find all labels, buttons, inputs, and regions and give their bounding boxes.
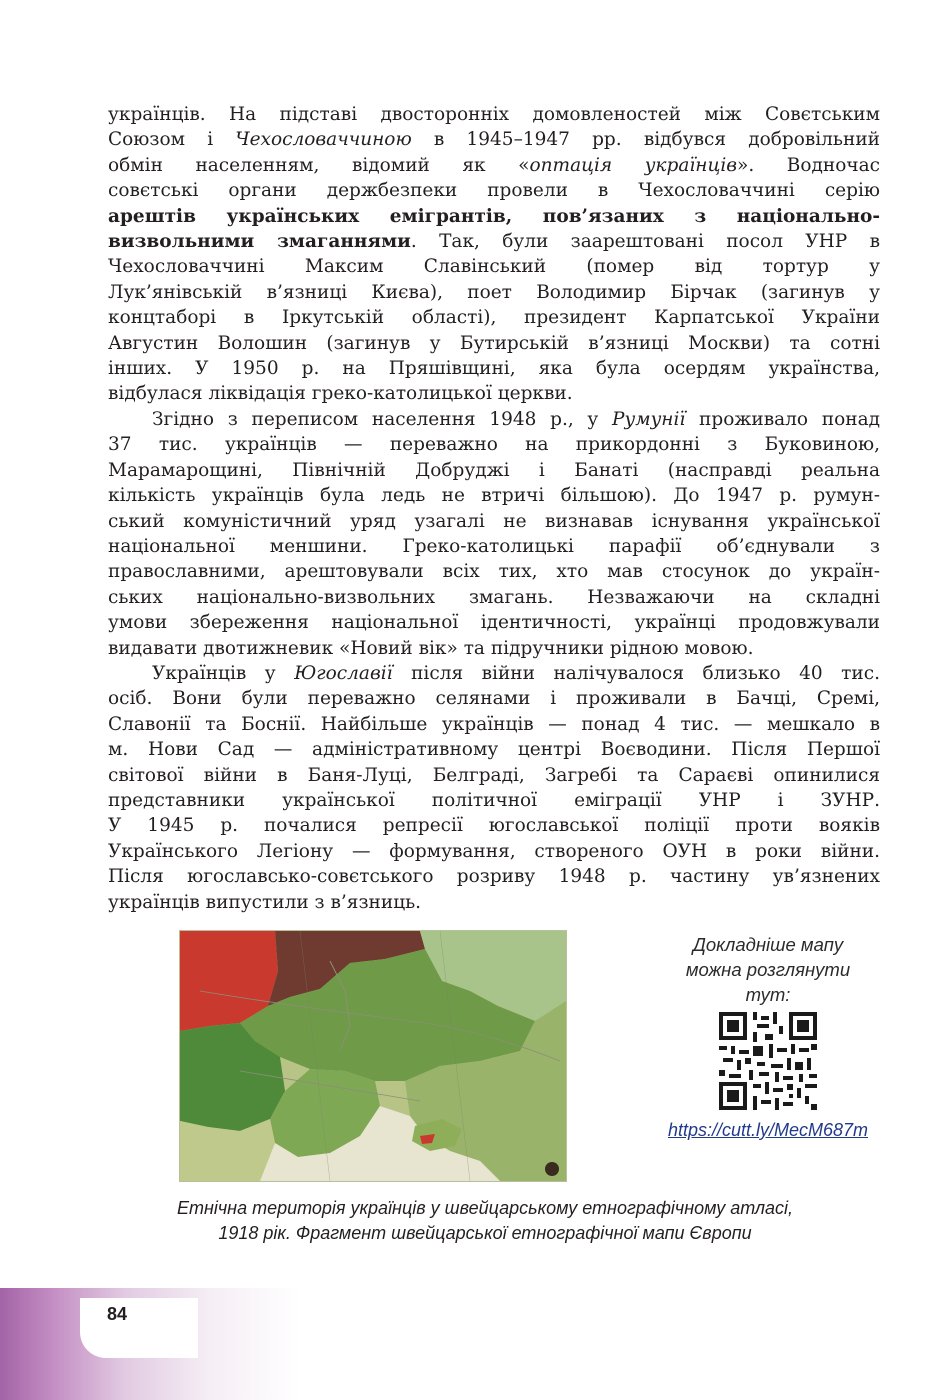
map-link[interactable]: https://cutt.ly/MecM687m bbox=[667, 1120, 869, 1140]
p1-line: Августин Волошин (загинув у Бутирській в’язниці Москви) та сотні bbox=[108, 332, 880, 354]
p2-line: ський комуністичний уряд узагалі не визнавав існування української bbox=[108, 510, 880, 532]
sidenote-line: Докладніше мапу bbox=[692, 934, 844, 955]
p3-line: світової війни в Баня-Луці, Белграді, Загребі та Сараєві опинилися bbox=[108, 764, 880, 786]
main-text bbox=[108, 102, 880, 915]
qr-sidenote bbox=[640, 932, 896, 1007]
sidenote-line: тут: bbox=[745, 984, 791, 1005]
qr-code-icon[interactable] bbox=[719, 1012, 817, 1110]
p2-line: ських національно-визвольних змагань. Незважаючи на складні bbox=[108, 586, 880, 608]
sidenote-line: можна розглянути bbox=[685, 959, 851, 980]
p2-line: Марамарощині, Північній Добруджі і Банаті (насправді реальна bbox=[108, 459, 880, 481]
p3-line: українців випустили з в’язниць. bbox=[108, 891, 422, 913]
p3-line: Після югославсько-совєтського розриву 1948 р. частину ув’язнених bbox=[108, 866, 880, 888]
figure-caption bbox=[120, 1196, 850, 1246]
p1-bold-line: арештів українських емігрантів, пов’язаних з національно- bbox=[108, 205, 880, 227]
p2-line: 37 тис. українців — переважно на прикордонні з Буковиною, bbox=[108, 434, 880, 456]
page-number: 84 bbox=[107, 1304, 128, 1324]
paragraph-1 bbox=[108, 102, 880, 407]
yugoslavia-term: Югославії bbox=[294, 662, 393, 684]
p1-line: совєтські органи держбезпеки провели в Чехословаччині серію bbox=[108, 180, 880, 202]
p1-line: українців. На підставі двосторонніх домовленостей між Совєтським bbox=[108, 104, 880, 125]
p3-line: Українців у Югославії після війни налічувалося близько 40 тис. bbox=[152, 662, 880, 684]
paragraph-3 bbox=[108, 661, 880, 915]
p3-line: м. Нови Сад — адміністративному центрі Воєводини. Після Першої bbox=[108, 739, 880, 761]
p2-line: національної меншини. Греко-католицькі парафії об’єднували з bbox=[108, 535, 880, 557]
p2-line: Згідно з переписом населення 1948 р., у Румунії проживало понад bbox=[152, 408, 880, 430]
p3-line: У 1945 р. почалися репресії югославської поліції проти вояків bbox=[108, 815, 880, 837]
p3-line: осіб. Вони були переважно селянами і проживали в Бачці, Сремі, bbox=[108, 688, 880, 710]
p1-line: Союзом і Чехословаччиною в 1945–1947 рр. відбувся добровільний bbox=[108, 129, 880, 151]
qr-code-graphic bbox=[719, 1012, 817, 1110]
p3-line: Славонії та Боснії. Найбільше українців — понад 4 тис. — мешкало в bbox=[108, 713, 880, 735]
romania-term: Румунії bbox=[612, 408, 686, 430]
p1-line: концтаборі в Іркутській області), президент Карпатської України bbox=[108, 307, 880, 329]
p1-line: відбулася ліквідація греко-католицької церкви. bbox=[108, 383, 573, 405]
p2-line: видавати двотижневик «Новий вік» та підручники рідною мовою. bbox=[108, 637, 754, 659]
p1-line: визвольними змаганнями. Так, були заарештовані посол УНР в bbox=[108, 231, 880, 253]
p3-line: представники української політичної еміграції УНР і ЗУНР. bbox=[108, 789, 880, 811]
p1-line: інших. У 1950 р. на Пряшівщині, яка була осердям українства, bbox=[108, 358, 880, 380]
p1-line: обмін населенням, відомий як «оптація українців». Водночас bbox=[108, 154, 880, 176]
map-illustration bbox=[180, 931, 566, 1181]
paragraph-2 bbox=[108, 407, 880, 661]
p2-line: кількість українців була ледь не втричі більшою). До 1947 р. румун- bbox=[108, 485, 880, 507]
p1-line: Чехословаччині Максим Славінський (помер від тортур у bbox=[108, 256, 880, 278]
p2-line: православними, арештовували всіх тих, хто мав стосунок до україн- bbox=[108, 561, 880, 583]
caption-line: 1918 рік. Фрагмент швейцарської етнографічної мапи Європи bbox=[218, 1223, 752, 1243]
p2-line: умови збереження національної ідентичності, українці продовжували bbox=[108, 612, 880, 634]
czechoslovakia-term: Чехословаччиною bbox=[235, 129, 412, 151]
p1-line: Лук’янівській в’язниці Києва), поет Володимир Бірчак (загинув у bbox=[108, 281, 880, 303]
caption-line: Етнічна територія українців у швейцарському етнографічному атласі, bbox=[176, 1198, 794, 1218]
optation-term: оптація українців bbox=[529, 154, 738, 176]
ethnographic-map-image bbox=[179, 930, 567, 1182]
p3-line: Українського Легіону — формування, створеного ОУН в роки війни. bbox=[108, 840, 880, 862]
page-number-tab bbox=[80, 1298, 198, 1358]
